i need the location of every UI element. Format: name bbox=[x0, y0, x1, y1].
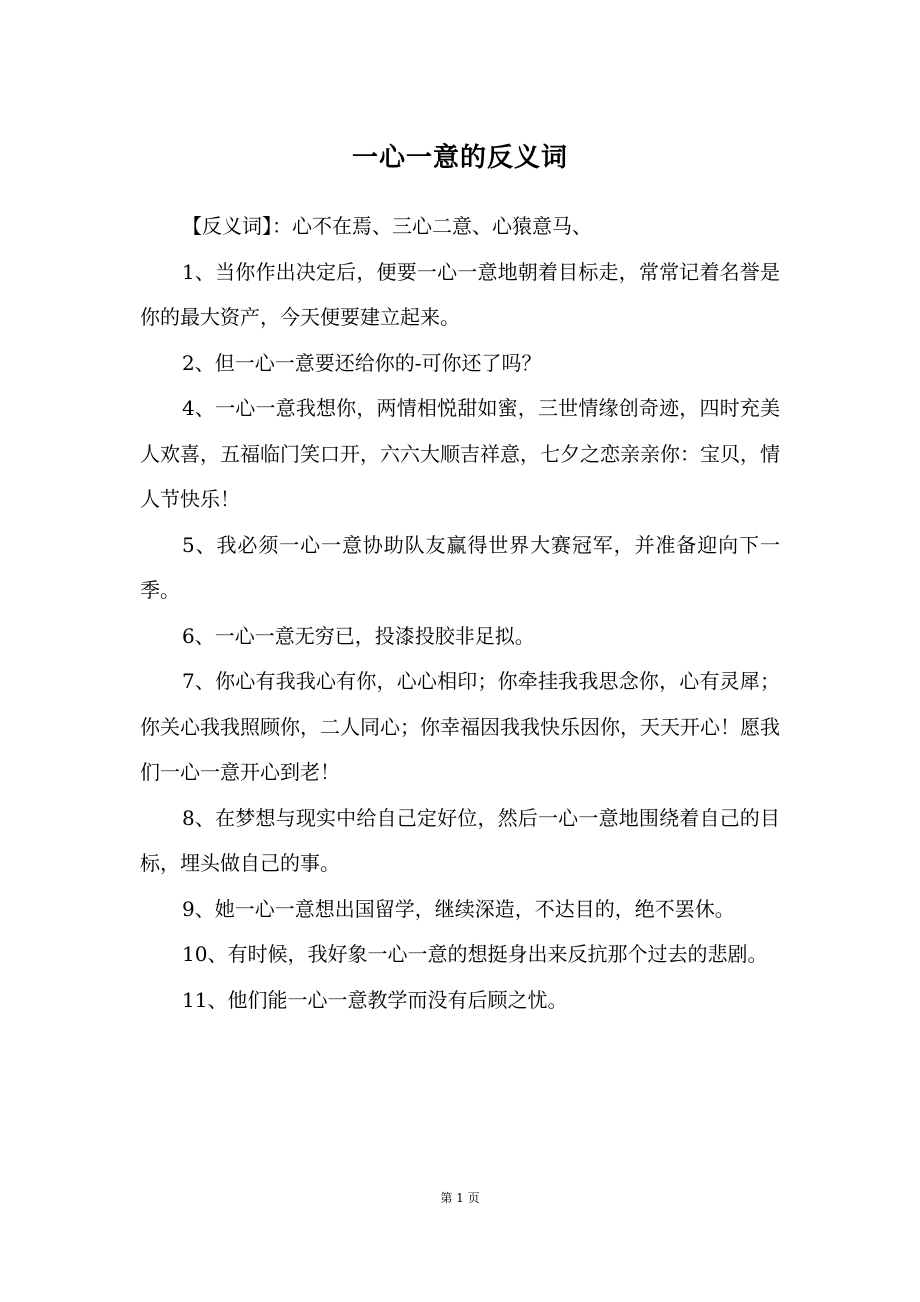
paragraph-example-4: 4、一心一意我想你，两情相悦甜如蜜，三世情缘创奇迹，四时充美人欢喜，五福临门笑口开，六六大顺吉祥意，七夕之恋亲亲你：宝贝，情人节快乐！ bbox=[140, 396, 780, 511]
paragraph-example-11: 11、他们能一心一意教学而没有后顾之忧。 bbox=[182, 987, 568, 1012]
document-body bbox=[140, 204, 780, 1023]
page-title: 一心一意的反义词 bbox=[351, 143, 568, 173]
paragraph-example-10: 10、有时候，我好象一心一意的想挺身出来反抗那个过去的悲剧。 bbox=[182, 942, 768, 966]
paragraph-example-6: 6、一心一意无穷已，投漆投胶非足拟。 bbox=[182, 623, 535, 648]
paragraph-example-8: 8、在梦想与现实中给自己定好位，然后一心一意地围绕着自己的目标，埋头做自己的事。 bbox=[140, 805, 780, 875]
paragraph-example-7: 7、你心有我我心有你，心心相印；你牵挂我我思念你，心有灵犀；你关心我我照顾你，二人同心；你幸福因我我快乐因你，天天开心！愿我们一心一意开心到老！ bbox=[140, 669, 780, 784]
paragraph-example-2: 2、但一心一意要还给你的-可你还了吗？ bbox=[182, 350, 542, 375]
paragraph-antonyms: 【反义词】：心不在焉、三心二意、心猿意马、 bbox=[182, 214, 592, 238]
paragraph-example-5: 5、我必须一心一意协助队友赢得世界大赛冠军，并准备迎向下一季。 bbox=[140, 532, 780, 602]
page-number-footer: 第 1 页 bbox=[440, 1191, 480, 1205]
paragraph-example-1: 1、当你作出决定后，便要一心一意地朝着目标走，常常记着名誉是你的最大资产，今天便要建立起来。 bbox=[140, 259, 780, 329]
paragraph-example-9: 9、她一心一意想出国留学，继续深造，不达目的，绝不罢休。 bbox=[182, 896, 735, 921]
